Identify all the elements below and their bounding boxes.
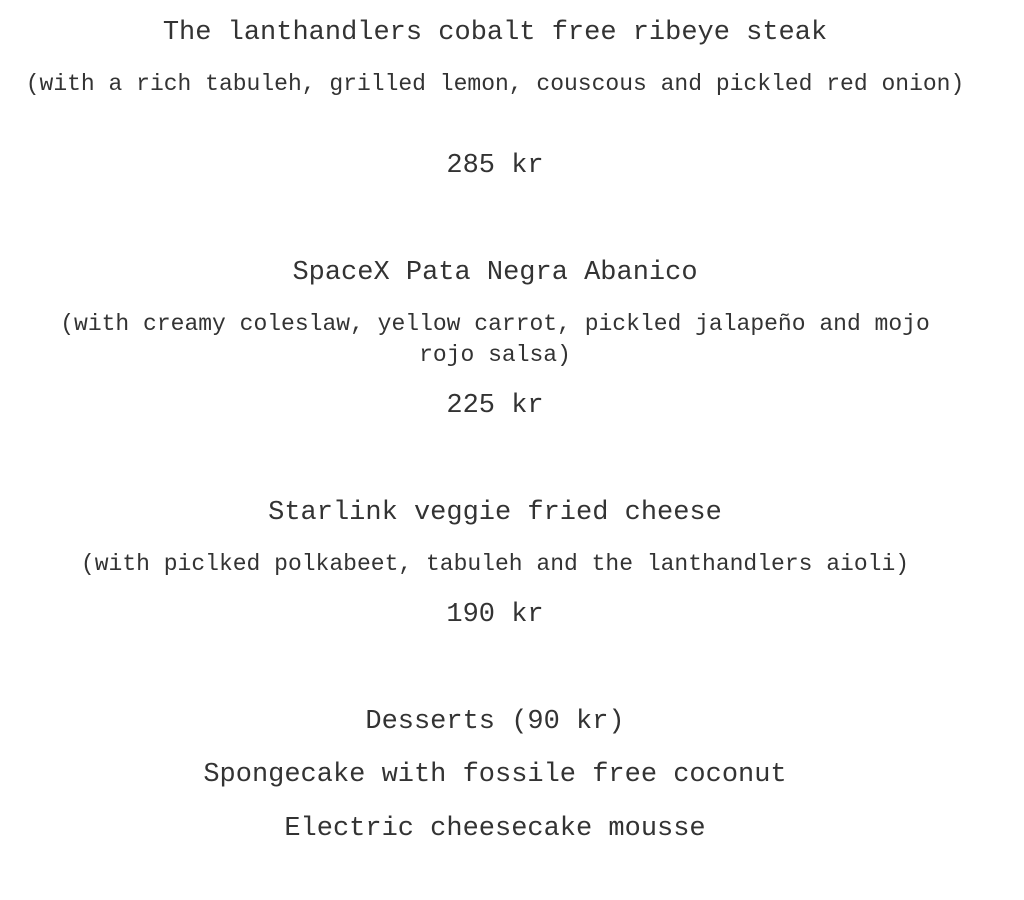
- dish-price: 190 kr: [446, 600, 544, 630]
- dessert-item: Spongecake with fossile free coconut: [203, 760, 787, 790]
- dish-name: SpaceX Pata Negra Abanico: [292, 258, 698, 288]
- dessert-item: Electric cheesecake mousse: [284, 814, 706, 844]
- dish-price: 225 kr: [446, 391, 544, 421]
- dish-description: (with piclked polkabeet, tabuleh and the lanthandlers aioli): [80, 551, 910, 577]
- dish-description: (with creamy coleslaw, yellow carrot, pickled jalapeño and mojo rojo salsa): [60, 311, 930, 368]
- desserts-heading: Desserts (90 kr): [365, 707, 625, 737]
- dish-name: The lanthandlers cobalt free ribeye steak: [162, 18, 828, 48]
- dish-price: 285 kr: [446, 151, 544, 181]
- dish-name: Starlink veggie fried cheese: [268, 498, 722, 528]
- dish-description: (with a rich tabuleh, grilled lemon, couscous and pickled red onion): [25, 71, 965, 97]
